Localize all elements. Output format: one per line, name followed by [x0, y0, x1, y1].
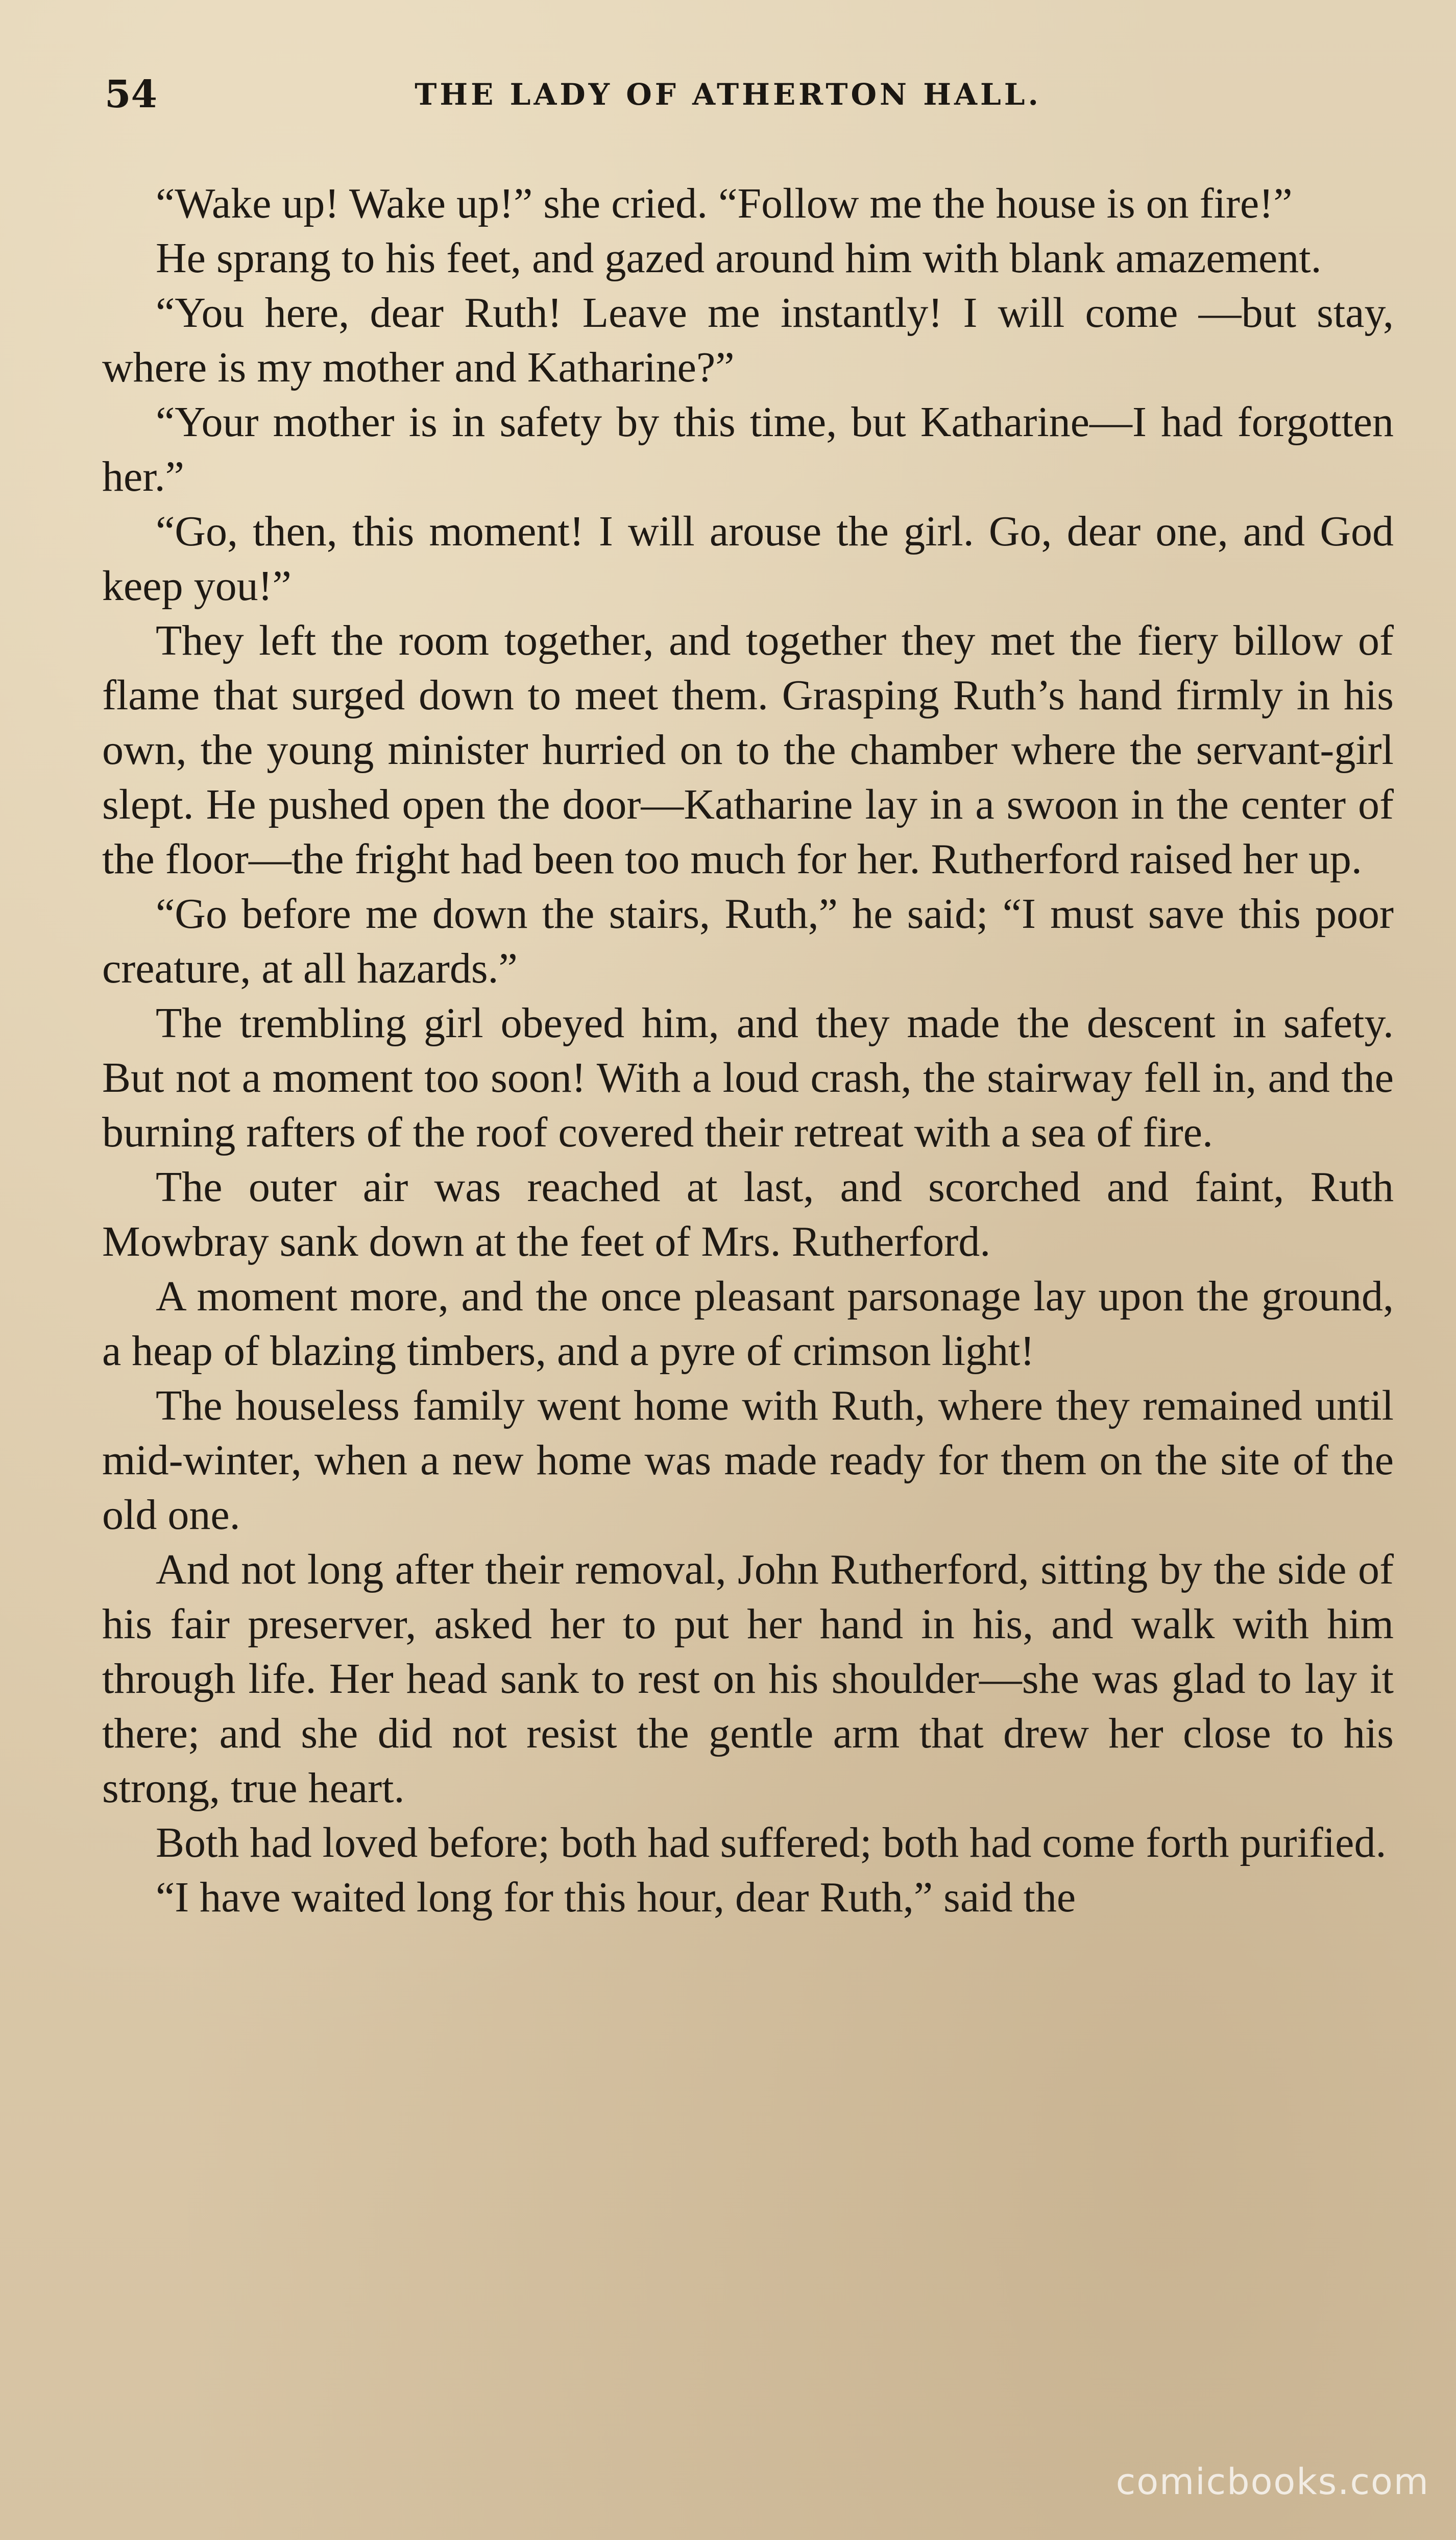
page-number: 54 — [105, 73, 157, 116]
body-text — [102, 176, 1394, 1925]
paragraph: And not long after their removal, John Rutherford, sitting by the side of his fair preserver, asked her to put her hand in his, and walk with him through life. Her head sank to rest on his shoulder—she was glad to lay it there; and she did not resist the gentle arm that drew her close to his strong, true heart. — [102, 1546, 1394, 1812]
paragraph: “Go before me down the stairs, Ruth,” he said; “I must save this poor creature, at all hazards.” — [102, 890, 1394, 992]
paragraph: A moment more, and the once pleasant parsonage lay upon the ground, a heap of blazing timbers, and a pyre of crimson light! — [102, 1273, 1394, 1375]
paragraph: “Wake up! Wake up!” she cried. “Follow me the house is on fire!” — [156, 180, 1293, 227]
paragraph: The houseless family went home with Ruth, where they remained until mid-winter, when a new home was made ready for them on the site of the old one. — [102, 1382, 1394, 1539]
paragraph: “I have waited long for this hour, dear Ruth,” said the — [156, 1874, 1076, 1921]
paragraph: “Go, then, this moment! I will arouse the girl. Go, dear one, and God keep you!” — [102, 508, 1394, 610]
paragraph: Both had loved before; both had suffered; both had come forth purified. — [156, 1819, 1387, 1866]
site-watermark: comicbooks.com — [1115, 2461, 1429, 2503]
paragraph: “Your mother is in safety by this time, but Katharine—I had forgotten her.” — [102, 398, 1394, 500]
running-title: THE LADY OF ATHERTON HALL. — [415, 77, 1041, 112]
paragraph: “You here, dear Ruth! Leave me instantly! I will come —but stay, where is my mother and Katharine?” — [102, 289, 1394, 391]
paragraph: He sprang to his feet, and gazed around him with blank amazement. — [156, 234, 1322, 282]
page-header — [0, 66, 1456, 123]
paragraph: The trembling girl obeyed him, and they made the descent in safety. But not a moment too soon! With a loud crash, the stairway fell in, and the burning rafters of the roof covered their retreat with a sea of fire. — [102, 999, 1394, 1156]
paragraph: The outer air was reached at last, and scorched and faint, Ruth Mowbray sank down at the feet of Mrs. Rutherford. — [102, 1163, 1394, 1265]
paragraph: They left the room together, and together they met the fiery billow of flame that surged down to meet them. Grasping Ruth’s hand firmly in his own, the young minister hurried on to the chamber where the servant-girl slept. He pushed open the door—Katharine lay in a swoon in the center of the floor—the fright had been too much for her. Rutherford raised her up. — [102, 617, 1394, 883]
